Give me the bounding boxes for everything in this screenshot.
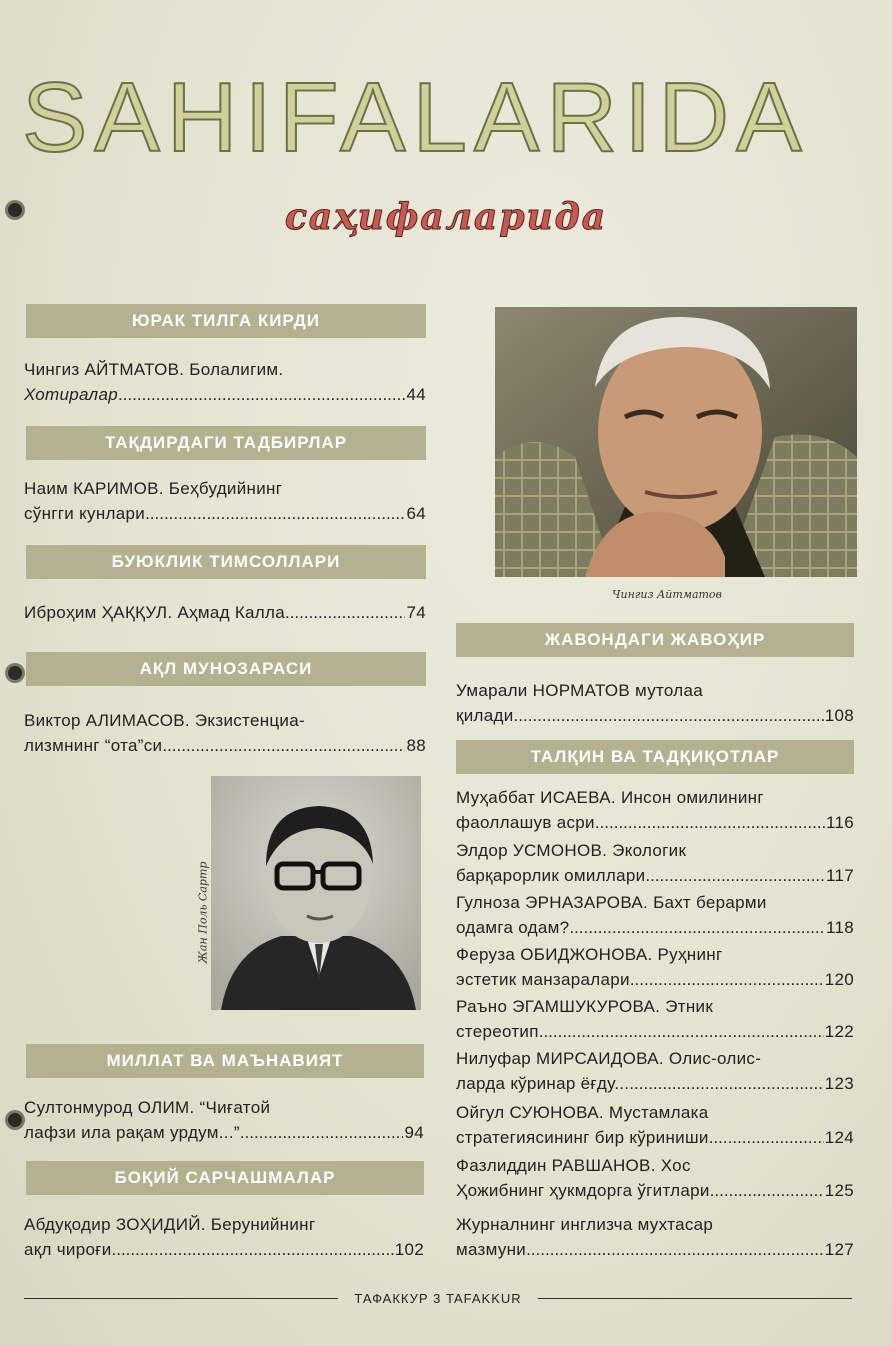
page-number: 122 [824,1022,854,1041]
toc-entry-isaeva[interactable] [456,785,854,835]
entry-title: Гулноза ЭРНАЗАРОВА. Бахт берарми [456,893,767,912]
aitmatov-photo [495,307,857,577]
entry-subtitle: эстетик манзаралари [456,970,630,989]
entry-subtitle: лизмнинг “ота”си [24,736,163,755]
section-heading-talqin: ТАЛҚИН ВА ТАДҚИҚОТЛАР [456,740,854,774]
sartre-photo [211,776,421,1010]
page-number: 123 [824,1074,854,1093]
entry-subtitle: ларда кўринар ёғду... [456,1074,630,1093]
footer-text: ТАФАККУР 3 TAFAKKUR [354,1291,522,1306]
dot-leader [629,1071,823,1096]
entry-title: Журналнинг инглизча мухтасар [456,1215,714,1234]
toc-entry-ernazarova[interactable] [456,890,854,940]
dot-leader [162,733,405,758]
section-heading-javon: ЖАВОНДАГИ ЖАВОҲИР [456,623,854,657]
toc-entry-haqqul[interactable] [24,600,426,625]
dot-leader [112,1237,394,1262]
entry-subtitle: лафзи ила рақам урдум...” [24,1123,240,1142]
page-number: 120 [824,970,854,989]
entry-title: Наим КАРИМОВ. Беҳбудийнинг [24,479,283,498]
toc-entry-summary[interactable] [456,1212,854,1262]
page-number: 124 [824,1128,854,1147]
section-heading-millat: МИЛЛАТ ВА МАЪНАВИЯТ [26,1044,424,1078]
entry-subtitle: қилади [456,706,514,725]
page-number: 94 [404,1123,424,1142]
section-heading-boqiy: БОҚИЙ САРЧАШМАЛАР [26,1161,424,1195]
dot-leader [569,915,825,940]
toc-entry-suyunova[interactable] [456,1100,854,1150]
cyrillic-title: саҳифаларида [284,196,608,238]
footer-rule-left [24,1298,338,1299]
toc-entry-obidjonova[interactable] [456,942,854,992]
section-heading-yurak: ЮРАК ТИЛГА КИРДИ [26,304,426,338]
toc-entry-zohidiy[interactable] [24,1212,424,1262]
aitmatov-portrait-illustration [495,307,857,577]
page-number: 118 [825,918,854,937]
footer-rule-right [538,1298,852,1299]
entry-title: Муҳаббат ИСАЕВА. Инсон омилининг [456,788,764,807]
section-heading-taqdir: ТАҚДИРДАГИ ТАДБИРЛАР [26,426,426,460]
page-number: 74 [406,603,426,622]
entry-title: Феруза ОБИДЖОНОВА. Руҳнинг [456,945,723,964]
section-heading-buyuklik: БУЮКЛИК ТИМСОЛЛАРИ [26,545,426,579]
page-number: 108 [824,706,854,725]
entry-subtitle: барқарорлик омиллари [456,866,646,885]
dot-leader [145,501,405,526]
page-number: 64 [406,504,426,523]
entry-subtitle: ақл чироғи [24,1240,112,1259]
toc-entry-aitmatov[interactable] [24,357,426,407]
entry-title: Абдуқодир ЗОҲИДИЙ. Берунийнинг [24,1215,316,1234]
entry-subtitle: одамга одам? [456,918,570,937]
entry-subtitle: Ҳожибнинг ҳукмдорга ўгитлари [456,1181,710,1200]
entry-title: Иброҳим ҲАҚҚУЛ. Аҳмад Калла [24,603,285,622]
dot-leader [118,382,406,407]
dot-leader [645,863,825,888]
entry-title: Фазлиддин РАВШАНОВ. Хос [456,1156,691,1175]
entry-subtitle: стереотип [456,1022,539,1041]
toc-entry-egamshukurova[interactable] [456,994,854,1044]
entry-subtitle: сўнгги кунлари [24,504,146,523]
dot-leader [539,1019,824,1044]
entry-subtitle: фаоллашув асри [456,813,595,832]
binder-hole-middle [8,666,22,680]
page-number: 125 [824,1181,854,1200]
page-number: 127 [824,1240,854,1259]
dot-leader [710,1178,824,1203]
aitmatov-caption: Чингиз Айтматов [612,588,722,601]
sartre-caption: Жан Поль Сартр [196,861,210,964]
dot-leader [709,1125,824,1150]
toc-entry-ravshanov[interactable] [456,1153,854,1203]
entry-title: Умарали НОРМАТОВ мутолаа [456,681,704,700]
entry-title: Раъно ЭГАМШУКУРОВА. Этник [456,997,714,1016]
entry-subtitle: Хотиралар [24,385,118,404]
entry-title: Нилуфар МИРСАИДОВА. Олис-олис- [456,1049,762,1068]
page-number: 102 [394,1240,424,1259]
sartre-portrait-illustration [211,776,421,1010]
dot-leader [526,1237,824,1262]
page-number: 117 [825,866,854,885]
dot-leader [285,600,406,625]
toc-entry-normatov[interactable] [456,678,854,728]
binder-hole-bottom [8,1113,22,1127]
section-heading-aql: АҚЛ МУНОЗАРАСИ [26,652,426,686]
entry-title: Виктор АЛИМАСОВ. Экзистенциа- [24,711,305,730]
dot-leader [240,1120,404,1145]
toc-entry-alimasov[interactable] [24,708,426,758]
latin-title: SAHIFALARIDA [22,62,809,172]
entry-title: Элдор УСМОНОВ. Экологик [456,841,687,860]
page-number: 44 [406,385,426,404]
entry-title: Султонмурод ОЛИМ. “Чиғатой [24,1098,271,1117]
page-number: 116 [825,813,854,832]
dot-leader [630,967,824,992]
page-number: 88 [406,736,426,755]
entry-subtitle: мазмуни [456,1240,527,1259]
toc-entry-mirsaidova[interactable] [456,1046,854,1096]
entry-title: Ойгул СУЮНОВА. Мустамлака [456,1103,709,1122]
dot-leader [514,703,824,728]
toc-entry-olim[interactable] [24,1095,424,1145]
toc-entry-karimov[interactable] [24,476,426,526]
page-footer [24,1291,852,1306]
entry-title: Чингиз АЙТМАТОВ. Болалигим. [24,360,284,379]
entry-subtitle: стратегиясининг бир кўриниши [456,1128,709,1147]
dot-leader [595,810,825,835]
toc-entry-usmonov[interactable] [456,838,854,888]
